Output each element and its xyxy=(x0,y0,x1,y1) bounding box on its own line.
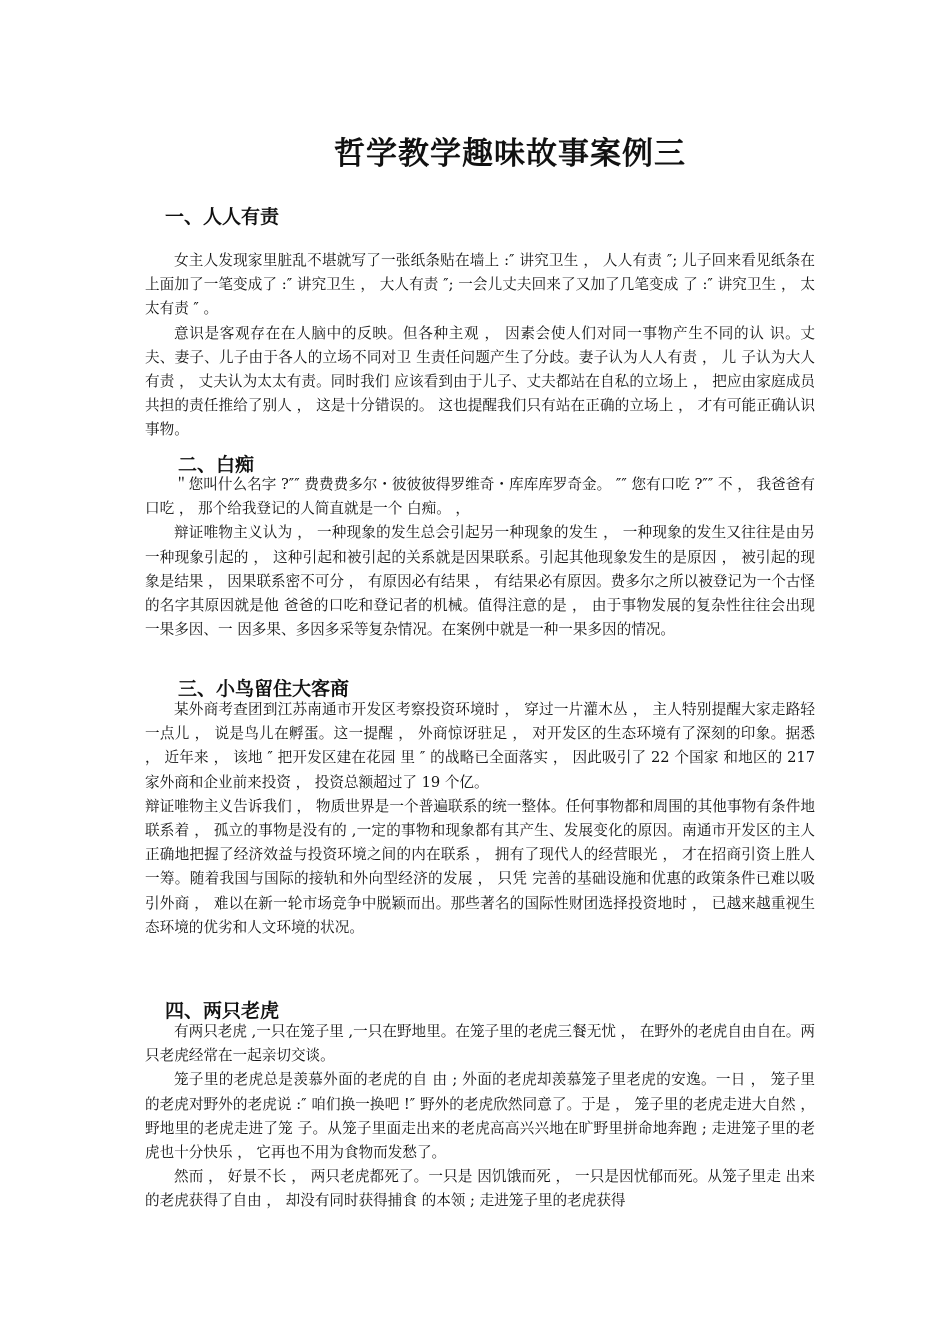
paragraph: 辩证唯物主义告诉我们 ， 物质世界是一个普遍联系的统一整体。任何事物都和周围的其他事物有条件地联系着 ， 孤立的事物是没有的 ,一定的事物和现象都有其产生、发展变化的原因。南通市开发区的主人正确地把握了经济效益与投资环境之间的内在联系 ， 拥有了现代人的经营眼光 ， 才在招商引资上胜人一筹。随着我国与国际的接轨和外向型经济的发展 ， 只凭 完善的基础设施和优惠的政策条件已难以吸引外商 ， 难以在新一轮市场竞争中脱颖而出。那些著名的国际性财团选择投资地时 ， 已越来越重视生态环境的优劣和人文环境的状况。 xyxy=(145,797,815,936)
section-body-4 xyxy=(145,1020,815,1214)
paragraph: 辩证唯物主义认为 ， 一种现象的发生总会引起另一种现象的发生 ， 一种现象的发生又往往是由另一种现象引起的 ， 这种引起和被引起的关系就是因果联系。引起其他现象发生的是原因 ， 被引起的现象是结果 ， 因果联系密不可分 ， 有原因必有结果 ， 有结果必有原因。费多尔之所以被登记为一个古怪的名字其原因就是他 爸爸的口吃和登记者的机械。值得注意的是 ， 由于事物发展的复杂性往往会出现一果多因、一 因多果、多因多采等复杂情况。在案例中就是一种一果多因的情况。 xyxy=(145,524,815,639)
section-body-3 xyxy=(145,698,815,940)
paragraph: 然而 ， 好景不长 ， 两只老虎都死了。一只是 因饥饿而死 ， 一只是因忧郁而死。从笼子里走 出来的老虎获得了自由 ， 却没有同时获得捕食 的本领 ; 走进笼子里的老虎获得 xyxy=(145,1168,815,1210)
section-body-2 xyxy=(145,473,815,642)
paragraph: 女主人发现家里脏乱不堪就写了一张纸条贴在墙上 :″ 讲究卫生 ， 人人有责 ″; 儿子回来看见纸条在上面加了一笔变成了 :″ 讲究卫生 ， 大人有责 ″; 一会儿丈夫回来了又加了几笔变成 了 :″ 讲究卫生 ， 太太有责 ″ 。 xyxy=(145,252,815,318)
paragraph: ＂您叫什么名字 ?″″ 费费费多尔・彼彼彼得罗维奇・库库库罗奇金。 ″″ 您有口吃 ?″″ 不 ， 我爸爸有口吃 ， 那个给我登记的人简直就是一个 白痴。 ， xyxy=(145,476,815,518)
section-heading-3: 三、小鸟留住大客商 xyxy=(178,678,350,700)
paragraph: 意识是客观存在在人脑中的反映。但各种主观 ， 因素会使人们对同一事物产生不同的认 识。丈夫、妻子、儿子由于各人的立场不同对卫 生责任问题产生了分歧。妻子认为人人有责 ， 儿 子认为大人有责 ， 丈夫认为太太有责。同时我们 应该看到由于儿子、丈夫都站在自私的立场上 ， 把应由家庭成员共担的责任推给了别人 ， 这是十分错误的。 这也提醒我们只有站在正确的立场上 ， 才有可能正确认识事物。 xyxy=(145,324,815,439)
paragraph: 有两只老虎 ,一只在笼子里 ,一只在野地里。在笼子里的老虎三餐无忧 ， 在野外的老虎自由自在。两只老虎经常在一起亲切交谈。 xyxy=(145,1023,815,1065)
section-body-1 xyxy=(145,249,815,443)
paragraph: 笼子里的老虎总是羡慕外面的老虎的自 由 ; 外面的老虎却羡慕笼子里老虎的安逸。一日 ， 笼子里的老虎对野外的老虎说 :″ 咱们换一换吧 !″ 野外的老虎欣然同意了。于是 ， 笼子里的老虎走进大自然 ， 野地里的老虎走进了笼 子。从笼子里面走出来的老虎高高兴兴地在旷野里拼命地奔跑 ; 走进笼子里的老虎也十分快乐 ， 它再也不用为食物而发愁了。 xyxy=(145,1071,815,1162)
paragraph: 某外商考查团到江苏南通市开发区考察投资环境时 ， 穿过一片灌木丛 ， 主人特别提醒大家走路轻一点儿 ， 说是鸟儿在孵蛋。这一提醒 ， 外商惊讶驻足 ， 对开发区的生态环境有了深刻的印象。据悉 ， 近年来 ， 该地 ″ 把开发区建在花园 里 ″ 的战略已全面落实 ， 因此吸引了 22 个国家 和地区的 217 家外商和企业前来投资 ， 投资总额超过了 19 个亿。 xyxy=(145,701,815,791)
document-title: 哲学教学趣味故事案例三 xyxy=(334,136,686,172)
section-heading-4: 四、两只老虎 xyxy=(165,1000,280,1022)
section-heading-2: 二、白痴 xyxy=(178,454,255,476)
section-heading-1: 一、人人有责 xyxy=(165,206,280,228)
